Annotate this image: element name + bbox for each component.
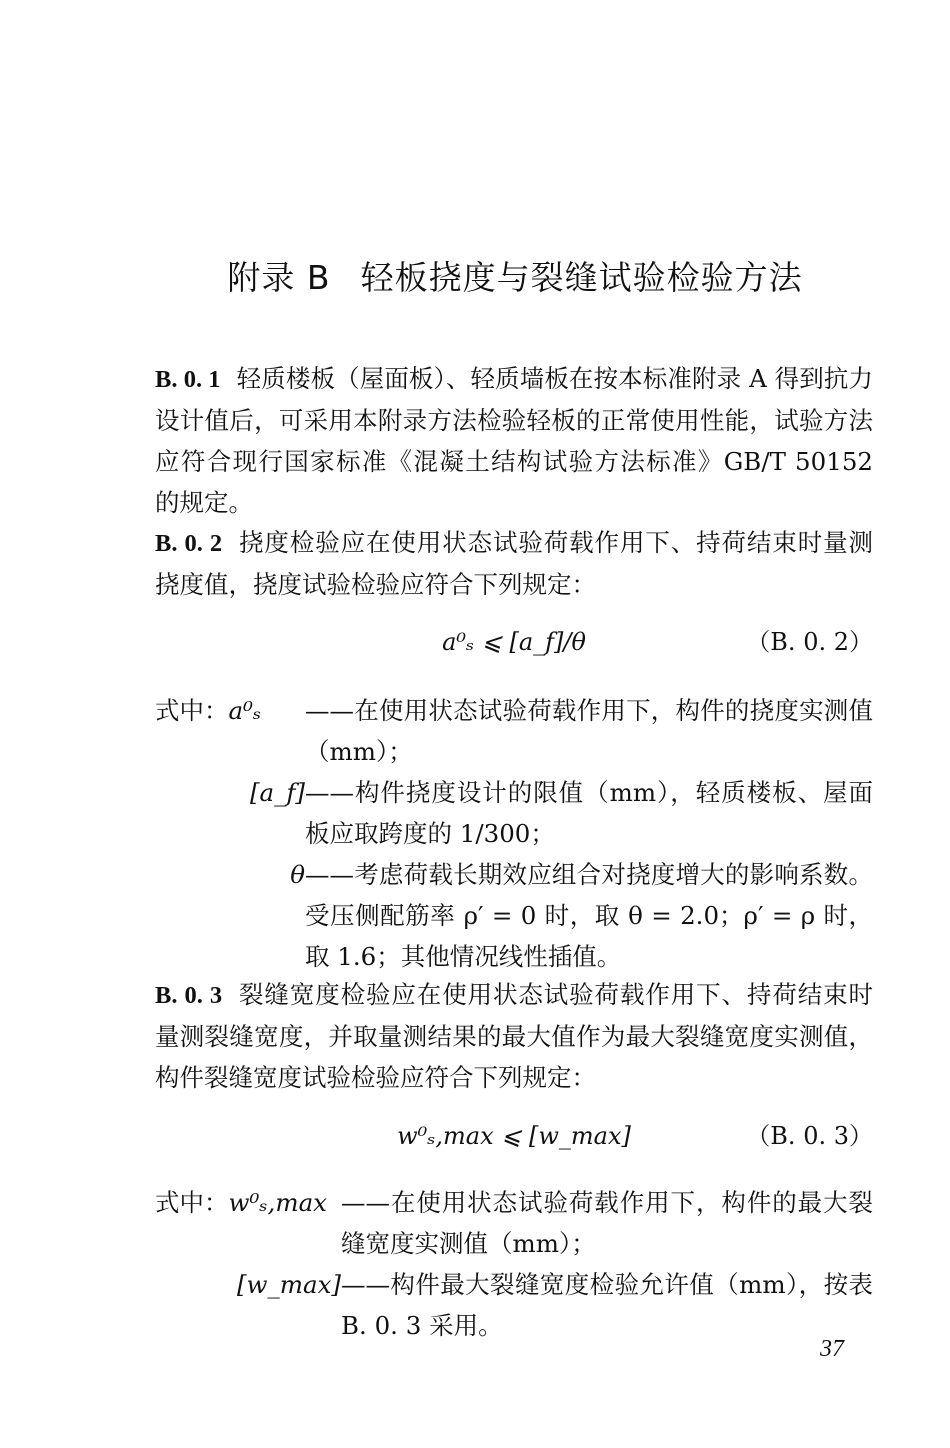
definitions-b03 bbox=[155, 1182, 873, 1346]
definition-row bbox=[155, 854, 873, 977]
clause-number: B. 0. 2 bbox=[155, 530, 223, 557]
definition-text: ——在使用状态试验荷载作用下，构件的最大裂缝宽度实测值（mm）； bbox=[341, 1188, 873, 1258]
clause-number: B. 0. 1 bbox=[155, 366, 221, 393]
definition-symbol: θ bbox=[290, 860, 305, 889]
definition-symbol: w⁰ₛ,max bbox=[228, 1188, 327, 1217]
definition-symbol: [a_f] bbox=[249, 778, 305, 807]
clause-b03 bbox=[155, 974, 873, 1098]
appendix-title bbox=[0, 252, 950, 299]
clause-text: 轻质楼板（屋面板）、轻质墙板在按本标准附录 A 得到抗力设计值后，可采用本附录方法检验轻板的正常使用性能，试验方法应符合现行国家标准《混凝土结构试验方法标准》GB/T 50152 的规定。 bbox=[155, 364, 873, 517]
clause-text: 裂缝宽度检验应在使用状态试验荷载作用下、持荷结束时量测裂缝宽度，并取量测结果的最大值作为最大裂缝宽度实测值，构件裂缝宽度试验检验应符合下列规定： bbox=[155, 980, 874, 1092]
definition-symbol: a⁰ₛ bbox=[228, 696, 262, 725]
definitions-b02 bbox=[155, 690, 873, 977]
page-number: 37 bbox=[820, 1336, 844, 1362]
equation-b02 bbox=[155, 622, 873, 662]
appendix-label: 附录 B bbox=[227, 258, 331, 297]
definition-text: ——构件最大裂缝宽度检验允许值（mm），按表 B. 0. 3 采用。 bbox=[341, 1270, 873, 1340]
clause-b02 bbox=[155, 522, 873, 605]
equation-number: （B. 0. 2） bbox=[746, 628, 873, 656]
equation-formula: w⁰ₛ,max ⩽ [w_max] bbox=[397, 1122, 631, 1150]
equation-formula: a⁰ₛ ⩽ [a_f]/θ bbox=[442, 628, 586, 656]
definition-text: ——在使用状态试验荷载作用下，构件的挠度实测值（mm）； bbox=[305, 696, 873, 766]
clause-text: 挠度检验应在使用状态试验荷载作用下、持荷结束时量测挠度值，挠度试验检验应符合下列规定： bbox=[155, 528, 874, 599]
where-label: 式中： bbox=[155, 1188, 229, 1217]
definition-row bbox=[155, 690, 873, 772]
where-label: 式中： bbox=[155, 696, 229, 725]
equation-number: （B. 0. 3） bbox=[746, 1122, 873, 1150]
definition-row bbox=[155, 772, 873, 854]
clause-b01 bbox=[155, 358, 873, 523]
equation-b03 bbox=[155, 1116, 873, 1156]
definition-symbol: [w_max] bbox=[237, 1270, 341, 1299]
definition-row bbox=[155, 1264, 873, 1346]
appendix-heading: 轻板挠度与裂缝试验检验方法 bbox=[360, 258, 803, 297]
definition-text: ——考虑荷载长期效应组合对挠度增大的影响系数。受压侧配筋率 ρ′ = 0 时，取 θ = 2.0；ρ′ = ρ 时，取 1.6；其他情况线性插值。 bbox=[305, 860, 873, 971]
clause-number: B. 0. 3 bbox=[155, 982, 223, 1009]
definition-text: ——构件挠度设计的限值（mm），轻质楼板、屋面板应取跨度的 1/300； bbox=[305, 778, 873, 848]
definition-row bbox=[155, 1182, 873, 1264]
